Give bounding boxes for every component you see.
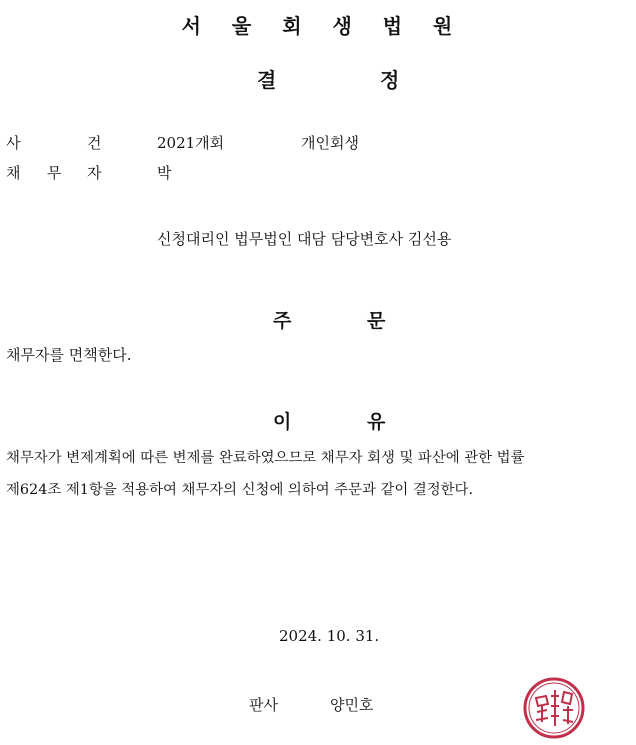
case-label-char-2: 건 [87, 134, 102, 152]
judge-title: 판사 [249, 696, 278, 714]
order-heading-char-1: 주 [273, 310, 292, 332]
debtor-label-char-3: 자 [87, 164, 102, 182]
case-type: 개인회생 [301, 134, 359, 152]
judge-name: 양민호 [330, 696, 374, 714]
reason-line-2: 제624조 제1항을 적용하여 채무자의 신청에 의하여 주문과 같이 결정한다. [6, 482, 474, 498]
decision-date: 2024. 10. 31. [279, 627, 380, 645]
agent-line: 신청대리인 법무법인 대담 담당변호사 김선용 [157, 230, 452, 248]
case-label-char-1: 사 [6, 134, 21, 152]
doc-title-char-1: 결 [257, 68, 277, 92]
debtor-label-char-1: 채 [6, 164, 21, 182]
debtor-name: 박 [157, 164, 172, 182]
reason-heading-char-1: 이 [273, 411, 292, 433]
debtor-label-char-2: 무 [47, 164, 62, 182]
case-number: 2021개회 [157, 134, 225, 152]
reason-line-1: 채무자가 변제계획에 따른 변제를 완료하였으므로 채무자 회생 및 파산에 관한 법률 [6, 450, 525, 466]
doc-title-char-2: 정 [380, 68, 400, 92]
reason-heading-char-2: 유 [367, 411, 386, 433]
judge-seal-stamp [522, 676, 586, 740]
order-text: 채무자를 면책한다. [6, 346, 132, 364]
court-name: 서 울 회 생 법 원 [181, 14, 465, 38]
order-heading-char-2: 문 [367, 310, 386, 332]
